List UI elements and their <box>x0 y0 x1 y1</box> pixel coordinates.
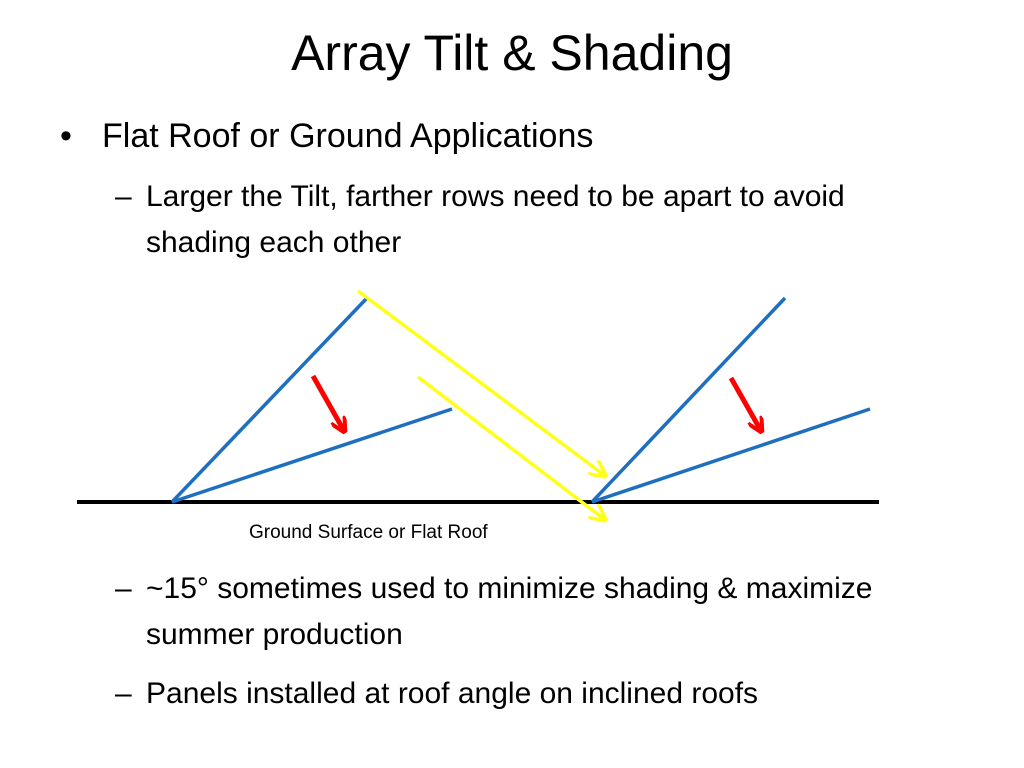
ground-surface-label: Ground Surface or Flat Roof <box>249 522 488 543</box>
subbullet-text: Larger the Tilt, farther rows need to be apart to avoid shading each other <box>146 180 845 259</box>
tilt-shading-diagram <box>0 280 1024 550</box>
subbullet-marker: – <box>115 677 132 710</box>
bullet-marker: • <box>60 117 72 155</box>
subbullet-marker: – <box>115 572 132 605</box>
sun-ray-upper <box>358 291 604 475</box>
tilt-change-arrow-left <box>313 376 343 429</box>
subbullet-marker: – <box>115 180 132 213</box>
panel-low-tilt-left <box>172 409 452 502</box>
bullet-text: Flat Roof or Ground Applications <box>102 117 594 155</box>
subbullet-text: ~15° sometimes used to minimize shading & maximize summer production <box>146 572 873 651</box>
subbullet-text: Panels installed at roof angle on inclined roofs <box>146 677 759 710</box>
tilt-change-arrow-right <box>731 378 760 429</box>
slide-title: Array Tilt & Shading <box>291 25 733 81</box>
sun-ray-lower <box>418 377 604 519</box>
